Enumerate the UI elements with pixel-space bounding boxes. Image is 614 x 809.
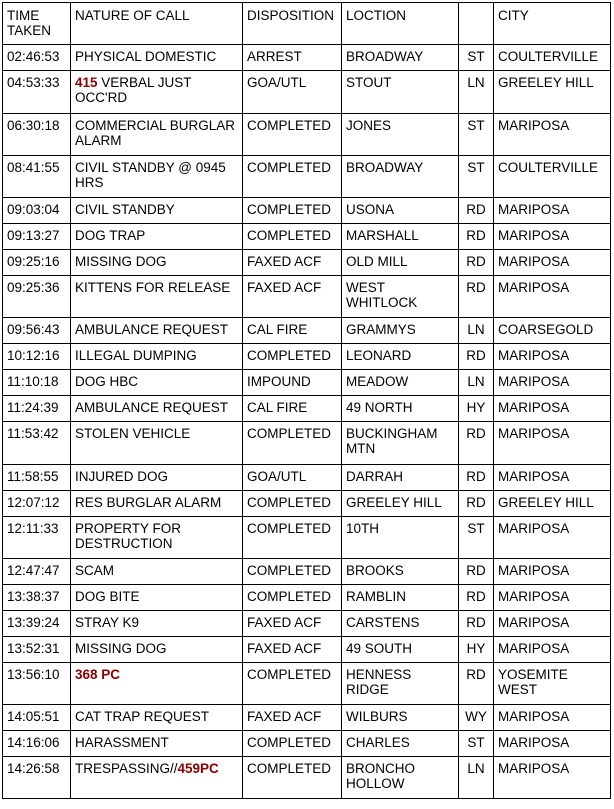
nature-cell [71,71,243,114]
nature-text: DOG BITE [75,589,140,604]
city-cell: MARIPOSA [494,465,611,491]
location-cell: USONA [342,198,459,224]
disposition-cell: FAXED ACF [243,637,342,663]
city-cell: MARIPOSA [494,198,611,224]
disposition-cell: COMPLETED [243,585,342,611]
nature-text: STRAY K9 [75,615,140,630]
penal-code: 415 [75,75,98,90]
nature-text: DOG TRAP [75,228,146,243]
city-cell: MARIPOSA [494,422,611,465]
nature-text: CIVIL STANDBY [75,202,175,217]
location-cell: BROOKS [342,559,459,585]
nature-text: AMBULANCE REQUEST [75,322,229,337]
table-row [3,250,611,276]
time-cell: 13:38:37 [3,585,71,611]
disposition-cell: COMPLETED [243,422,342,465]
location-cell: MEADOW [342,370,459,396]
table-row [3,318,611,344]
nature-text: TRESPASSING// [75,761,178,776]
header-city: CITY [494,3,611,45]
city-cell: MARIPOSA [494,370,611,396]
disposition-cell: COMPLETED [243,491,342,517]
city-cell: GREELEY HILL [494,71,611,114]
disposition-cell: COMPLETED [243,198,342,224]
disposition-cell: GOA/UTL [243,465,342,491]
nature-cell [71,45,243,71]
location-cell: DARRAH [342,465,459,491]
nature-text: PHYSICAL DOMESTIC [75,49,217,64]
street-suffix-cell: RD [459,491,494,517]
nature-text: CAT TRAP REQUEST [75,709,210,724]
street-suffix-cell: HY [459,396,494,422]
disposition-cell: CAL FIRE [243,396,342,422]
nature-cell [71,705,243,731]
location-cell: 49 NORTH [342,396,459,422]
city-cell: MARIPOSA [494,611,611,637]
street-suffix-cell: RD [459,422,494,465]
location-cell: HENNESS RIDGE [342,663,459,705]
location-cell: BROADWAY [342,45,459,71]
city-cell: MARIPOSA [494,396,611,422]
city-cell: MARIPOSA [494,731,611,757]
street-suffix-cell: RD [459,250,494,276]
disposition-cell: COMPLETED [243,156,342,198]
street-suffix-cell: ST [459,731,494,757]
disposition-cell: COMPLETED [243,517,342,559]
street-suffix-cell: RD [459,198,494,224]
table-row [3,344,611,370]
location-cell: STOUT [342,71,459,114]
nature-text: COMMERCIAL BURGLAR ALARM [75,118,236,148]
table-row [3,396,611,422]
time-cell: 14:05:51 [3,705,71,731]
nature-text: DOG HBC [75,374,139,389]
location-cell: CARSTENS [342,611,459,637]
time-cell: 11:24:39 [3,396,71,422]
header-location: LOCTION [342,3,459,45]
nature-text: ILLEGAL DUMPING [75,348,197,363]
location-cell: GREELEY HILL [342,491,459,517]
location-cell: WEST WHITLOCK [342,276,459,318]
nature-cell [71,250,243,276]
table-row [3,114,611,156]
street-suffix-cell: WY [459,705,494,731]
city-cell: MARIPOSA [494,224,611,250]
table-row [3,156,611,198]
city-cell: MARIPOSA [494,114,611,156]
table-row [3,370,611,396]
nature-text: STOLEN VEHICLE [75,426,191,441]
location-cell: BROADWAY [342,156,459,198]
nature-cell [71,198,243,224]
nature-cell [71,276,243,318]
time-cell: 14:26:58 [3,757,71,799]
location-cell: 10TH [342,517,459,559]
table-row [3,585,611,611]
nature-cell [71,370,243,396]
time-cell: 09:25:16 [3,250,71,276]
location-cell: WILBURS [342,705,459,731]
location-cell: LEONARD [342,344,459,370]
city-cell: GREELEY HILL [494,491,611,517]
nature-cell [71,757,243,799]
nature-cell [71,559,243,585]
city-cell: MARIPOSA [494,517,611,559]
nature-cell [71,224,243,250]
city-cell: YOSEMITE WEST [494,663,611,705]
location-cell: CHARLES [342,731,459,757]
location-cell: GRAMMYS [342,318,459,344]
nature-cell [71,396,243,422]
header-row [3,3,611,45]
disposition-cell: COMPLETED [243,663,342,705]
city-cell: MARIPOSA [494,585,611,611]
nature-cell [71,731,243,757]
table-row [3,637,611,663]
disposition-cell: FAXED ACF [243,611,342,637]
nature-text: MISSING DOG [75,254,167,269]
disposition-cell: COMPLETED [243,731,342,757]
header-disposition: DISPOSITION [243,3,342,45]
disposition-cell: FAXED ACF [243,705,342,731]
table-row [3,276,611,318]
street-suffix-cell: RD [459,465,494,491]
nature-cell [71,491,243,517]
disposition-cell: IMPOUND [243,370,342,396]
disposition-cell: COMPLETED [243,344,342,370]
header-suffix [459,3,494,45]
nature-text: MISSING DOG [75,641,167,656]
street-suffix-cell: ST [459,156,494,198]
nature-cell [71,663,243,705]
location-cell: 49 SOUTH [342,637,459,663]
time-cell: 11:10:18 [3,370,71,396]
header-nature: NATURE OF CALL [71,3,243,45]
header-time: TIME TAKEN [3,3,71,45]
location-cell: BUCKINGHAM MTN [342,422,459,465]
city-cell: MARIPOSA [494,344,611,370]
city-cell: MARIPOSA [494,250,611,276]
disposition-cell: COMPLETED [243,224,342,250]
time-cell: 02:46:53 [3,45,71,71]
nature-cell [71,517,243,559]
disposition-cell: FAXED ACF [243,250,342,276]
time-cell: 12:47:47 [3,559,71,585]
disposition-cell: COMPLETED [243,757,342,799]
time-cell: 06:30:18 [3,114,71,156]
penal-code: 368 PC [75,667,121,682]
time-cell: 09:03:04 [3,198,71,224]
street-suffix-cell: ST [459,114,494,156]
disposition-cell: CAL FIRE [243,318,342,344]
nature-text: KITTENS FOR RELEASE [75,280,231,295]
location-cell: MARSHALL [342,224,459,250]
disposition-cell: GOA/UTL [243,71,342,114]
nature-text: AMBULANCE REQUEST [75,400,229,415]
nature-cell [71,344,243,370]
nature-cell [71,114,243,156]
street-suffix-cell: RD [459,611,494,637]
city-cell: COULTERVILLE [494,156,611,198]
city-cell: COARSEGOLD [494,318,611,344]
nature-text: RES BURGLAR ALARM [75,495,222,510]
city-cell: MARIPOSA [494,757,611,799]
city-cell: MARIPOSA [494,276,611,318]
time-cell: 11:58:55 [3,465,71,491]
time-cell: 14:16:06 [3,731,71,757]
table-row [3,224,611,250]
table-row [3,757,611,799]
call-log-table [2,2,611,799]
street-suffix-cell: RD [459,585,494,611]
penal-code: 459PC [177,761,219,776]
location-cell: JONES [342,114,459,156]
nature-cell [71,318,243,344]
table-row [3,705,611,731]
nature-cell [71,637,243,663]
time-cell: 11:53:42 [3,422,71,465]
nature-text: VERBAL JUST OCC'RD [75,75,192,105]
time-cell: 10:12:16 [3,344,71,370]
nature-cell [71,465,243,491]
time-cell: 04:53:33 [3,71,71,114]
city-cell: COULTERVILLE [494,45,611,71]
street-suffix-cell: LN [459,370,494,396]
table-row [3,422,611,465]
table-row [3,45,611,71]
time-cell: 09:25:36 [3,276,71,318]
disposition-cell: ARREST [243,45,342,71]
street-suffix-cell: LN [459,757,494,799]
table-row [3,731,611,757]
table-row [3,491,611,517]
nature-cell [71,156,243,198]
table-row [3,71,611,114]
city-cell: MARIPOSA [494,637,611,663]
street-suffix-cell: LN [459,71,494,114]
time-cell: 12:07:12 [3,491,71,517]
time-cell: 13:56:10 [3,663,71,705]
street-suffix-cell: ST [459,517,494,559]
table-row [3,465,611,491]
time-cell: 09:56:43 [3,318,71,344]
street-suffix-cell: RD [459,344,494,370]
city-cell: MARIPOSA [494,705,611,731]
nature-text: SCAM [75,563,115,578]
time-cell: 12:11:33 [3,517,71,559]
street-suffix-cell: LN [459,318,494,344]
table-row [3,559,611,585]
nature-cell [71,585,243,611]
city-cell: MARIPOSA [494,559,611,585]
street-suffix-cell: RD [459,663,494,705]
nature-cell [71,611,243,637]
time-cell: 08:41:55 [3,156,71,198]
table-row [3,663,611,705]
time-cell: 13:52:31 [3,637,71,663]
disposition-cell: COMPLETED [243,114,342,156]
time-cell: 09:13:27 [3,224,71,250]
nature-text: PROPERTY FOR DESTRUCTION [75,521,182,551]
table-row [3,611,611,637]
location-cell: OLD MILL [342,250,459,276]
nature-cell [71,422,243,465]
street-suffix-cell: HY [459,637,494,663]
nature-text: CIVIL STANDBY @ 0945 HRS [75,160,226,190]
table-row [3,517,611,559]
street-suffix-cell: RD [459,559,494,585]
street-suffix-cell: RD [459,276,494,318]
time-cell: 13:39:24 [3,611,71,637]
location-cell: BRONCHO HOLLOW [342,757,459,799]
nature-text: HARASSMENT [75,735,169,750]
table-row [3,198,611,224]
location-cell: RAMBLIN [342,585,459,611]
disposition-cell: FAXED ACF [243,276,342,318]
street-suffix-cell: ST [459,45,494,71]
street-suffix-cell: RD [459,224,494,250]
disposition-cell: COMPLETED [243,559,342,585]
nature-text: INJURED DOG [75,469,169,484]
